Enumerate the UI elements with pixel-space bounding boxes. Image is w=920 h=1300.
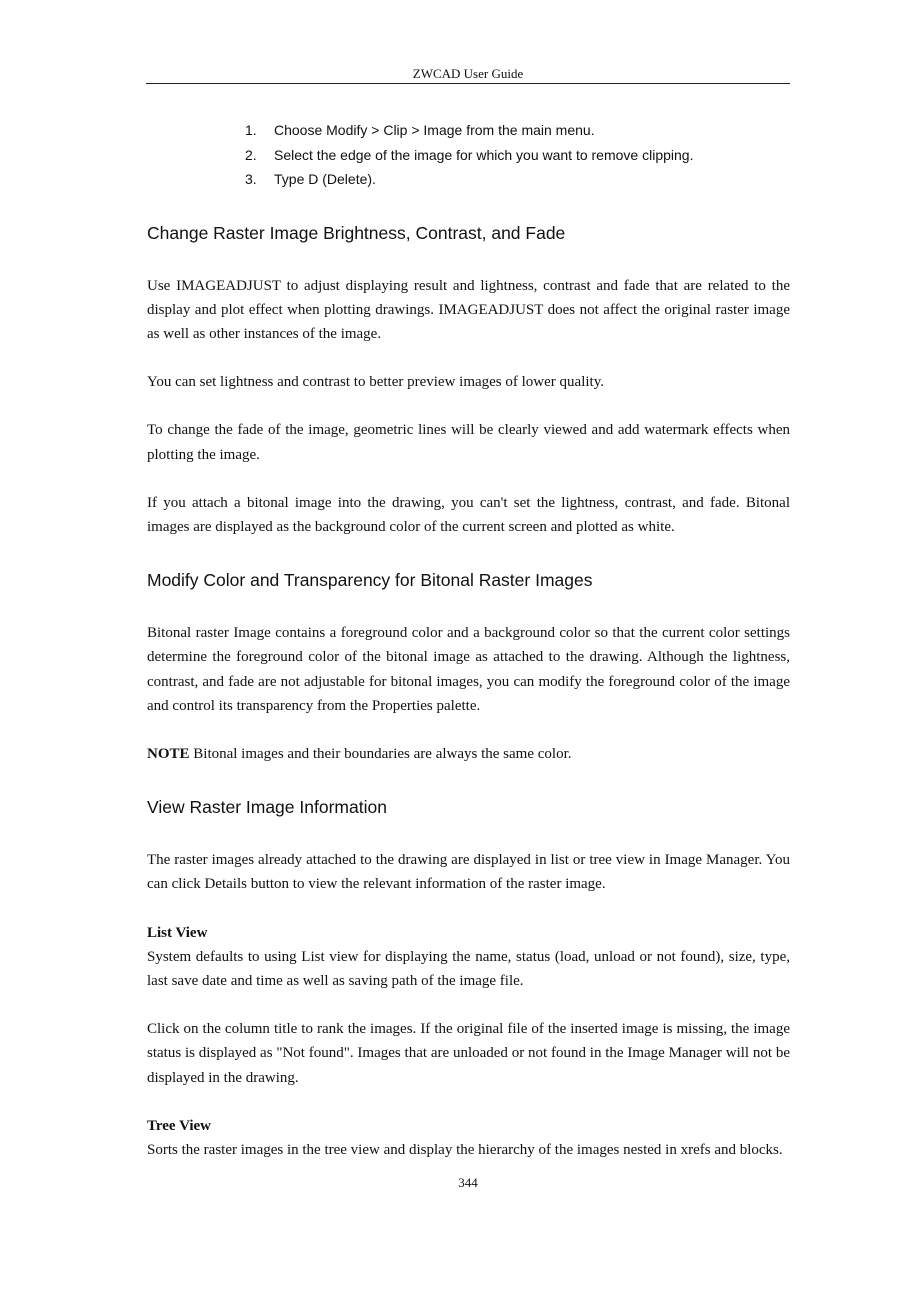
note-text: Bitonal images and their boundaries are always the same color. (189, 745, 572, 762)
note-paragraph (147, 742, 790, 766)
steps-list (147, 118, 790, 192)
paragraph: Use IMAGEADJUST to adjust displaying result and lightness, contrast and fade that are related to the display and plot effect when plotting drawings. IMAGEADJUST does not affect the original raster image as well as other instances of the image. (147, 277, 790, 342)
paragraph: If you attach a bitonal image into the drawing, you can't set the lightness, contrast, and fade. Bitonal images are displayed as the background color of the current screen and plotted as white. (147, 494, 790, 535)
paragraph: You can set lightness and contrast to better preview images of lower quality. (147, 374, 604, 391)
tree-view-heading: Tree View (147, 1117, 212, 1134)
paragraph: The raster images already attached to the drawing are displayed in list or tree view in Image Manager. You can click Details button to view the relevant information of the raster image. (147, 852, 790, 893)
list-view-heading: List View (147, 924, 208, 941)
section-heading-info: View Raster Image Information (147, 797, 387, 818)
page-content (147, 118, 790, 1162)
paragraph: To change the fade of the image, geometric lines will be clearly viewed and add watermark effects when plotting the image. (147, 422, 790, 463)
paragraph: System defaults to using List view for displaying the name, status (load, unload or not found), size, type, last save date and time as well as saving path of the image file. (147, 948, 790, 989)
page-number: 344 (458, 1175, 478, 1190)
paragraph: Sorts the raster images in the tree view and display the hierarchy of the images nested in xrefs and blocks. (147, 1141, 783, 1158)
running-header: ZWCAD User Guide (412, 66, 524, 81)
step-number: 3. (245, 171, 257, 187)
step-text: Type D (Delete). (274, 171, 376, 187)
step-text: Choose Modify > Clip > Image from the main menu. (274, 122, 595, 138)
note-label: NOTE (147, 745, 190, 762)
paragraph: Click on the column title to rank the images. If the original file of the inserted image is missing, the image status is displayed as "Not found". Images that are unloaded or not found in the Image Manager will not be displayed in the drawing. (147, 1021, 790, 1086)
step-number: 2. (245, 146, 257, 163)
section-heading-brightness: Change Raster Image Brightness, Contrast, and Fade (147, 222, 566, 243)
list-item (245, 143, 790, 168)
section-heading-bitonal: Modify Color and Transparency for Bitonal Raster Images (147, 570, 593, 591)
paragraph: Bitonal raster Image contains a foreground color and a background color so that the current color settings determine the foreground color of the bitonal image as attached to the drawing. Although the lightness, contrast, and fade are not adjustable for bitonal images, you can modify the foreground color of the image and control its transparency from the Properties palette. (147, 625, 790, 714)
list-item (245, 118, 790, 143)
step-number: 1. (245, 122, 257, 138)
header-rule (146, 83, 790, 84)
list-item (245, 167, 790, 192)
step-text: Select the edge of the image for which you want to remove clipping. (274, 146, 694, 163)
